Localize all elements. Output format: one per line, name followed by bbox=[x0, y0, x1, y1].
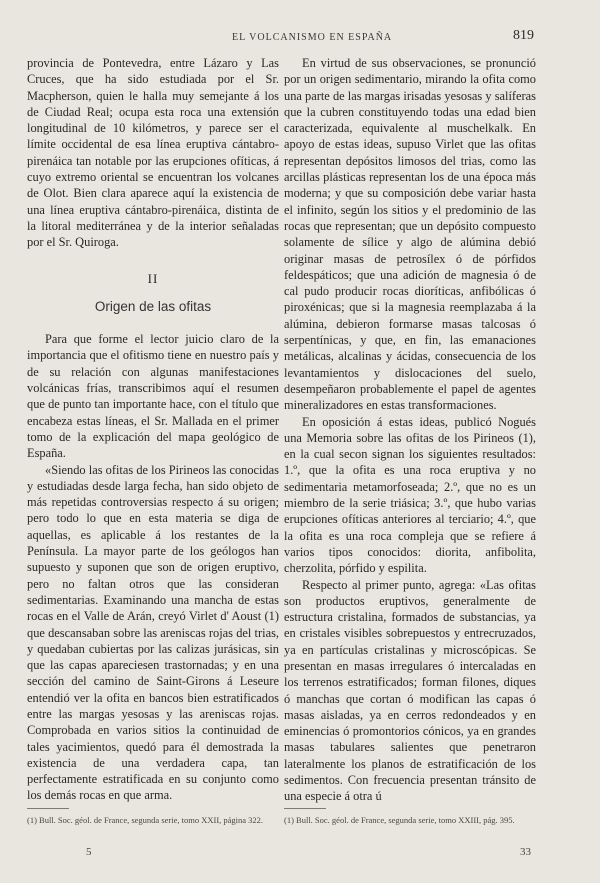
left-paragraph-3: «Siendo las ofitas de los Pirineos las conocidas y estudiadas desde larga fecha, han sido objeto de más repetidas controversias respecto á su origen; pero todo lo que en esta materia se diga de aquellas, es aplicable á los restantes de la Península. La mayor parte de los geólogos han supuesto y suponen que son de origen eruptivo, pero no faltan otros que las consideran sedimentarias. Examinando una mancha de estas rocas en el Valle de Arán, creyó Virlet d' Aoust (1) que descansaban sobre las areniscas rojas del trias, y quedaban cubiertas por las calizas jurásicas, sin que las capas apareciesen trastornadas; y en una sección del camino de Saint-Girons á Leseure entendió ver la ofita en bancos bien estratificados entre las margas yesosas y las areniscas rojas. Comprobada en varios sitios la continuidad de tales yacimientos, quedó para él demostrada la existencia de una verdadera capa, tan perfectamente estratificada en su conjunto como los demás rocas en que arma. bbox=[27, 462, 279, 803]
running-head: EL VOLCANISMO EN ESPAÑA bbox=[232, 32, 393, 43]
right-paragraph-3: Respecto al primer punto, agrega: «Las ofitas son productos eruptivos, generalmente de estructura cristalina, formados de substancias, ya en cristales visibles sobrepuestos y entrecruzados, ya en partículas cristalinas y microscópicas. Se presentan en masas irregulares ó intercaladas en los terrenos estratificados; forman filones, diques ó manchas que cortan ó modifican las capas ó masas aisladas, ya en cerros redondeados y en eminencias ó promontorios cónicos, ya en grandes masas tabulares salientes que penetraron lateralmente los planos de estratificación de los sedimentos. Con frecuencia presentan tránsito de una especie á otra ú bbox=[284, 577, 536, 804]
left-column bbox=[27, 55, 279, 804]
left-footnote-rule bbox=[27, 808, 69, 809]
left-paragraph-2: Para que forme el lector juicio claro de la importancia que el ofitismo tiene en nuestro país y de su relación con algunas manifestaciones volcánicas frías, transcribimos aquí el resumen que de punto tan importante hace, con el título que encabeza estas líneas, el Sr. Mallada en el primer tomo de la explicación del mapa geológico de España. bbox=[27, 332, 279, 461]
right-signature-mark: 33 bbox=[520, 846, 531, 858]
right-footnote-rule bbox=[284, 808, 326, 809]
right-footnote: (1) Bull. Soc. géol. de France, segunda serie, tomo XXIII, pág. 395. bbox=[284, 815, 515, 825]
left-signature-mark: 5 bbox=[86, 846, 92, 858]
left-footnote: (1) Bull. Soc. géol. de France, segunda serie, tomo XXII, página 322. bbox=[27, 815, 264, 825]
section-title: Origen de las ofitas bbox=[94, 298, 212, 314]
right-paragraph-2: En oposición á estas ideas, publicó Nogués una Memoria sobre las ofitas de los Pirineos (1), en la cual secon signan los siguientes resultados: 1.º, que la ofita es una roca eruptiva y no sedimentaria metamorfoseada; 2.º, que no es un miembro de la serie triásica; 3.º, que hubo varias erupciones ofíticas anteriores al terciario; 4.º, que la ofita es una roca compleja que se refiere á varios tipos conocidos: diorita, anfibolita, cherzolita, pórfido y espilita. bbox=[284, 414, 536, 576]
left-paragraph-1: provincia de Pontevedra, entre Lázaro y Las Cruces, que ha sido estudiada por el Sr. Macpherson, quien le halla muy semejante á los de Ciudad Real; ocupa esta roca una extensión longitudinal de 10 kilómetros, y parece ser el límite occidental de esa línea eruptiva cántabro-pirenáica tan notable por las erupciones ofíticas, á cuyo extremo oriental se encuentran los volcanes de Olot. Bien clara aparece aquí la existencia de una línea eruptiva cántabro-pirenáica, distinta de la litoral mediterránea y de la interior señaladas por el Sr. Quiroga. bbox=[27, 56, 279, 250]
page-number: 819 bbox=[513, 28, 534, 43]
right-column bbox=[284, 55, 536, 805]
right-paragraph-1: En virtud de sus observaciones, se pronunció por un origen sedimentario, mirando la ofita como una parte de las margas irisadas yesosas y salíferas que la cubren constituyendo todas una edad bien caracterizada, equivalente al muschelkalk. En apoyo de estas ideas, supuso Virlet que las ofitas representan depósitos limosos del trias, como las arcillas plásticas representan los de una época más moderna; y que su composición debe variar hasta el infinito, según los sitios y el predominio de las rocas que representan; que un depósito compuesto solamente de sílice y algo de alúmina debió originar masas de petrosílex ó de pórfidos feldespáticos; que una adición de magnesia ó de cal pudo producir rocas dioríticas, anfibólicas ó piroxénicas; que si la magnesia reemplazaba á la alúmina, debieron formarse masas talcosas ó serpentínicas, y que, en fin, las emanaciones metálicas, alcalinas y ácidas, consecuencia de los levantamientos y dislocaciones del suelo, desempeñaron probablemente el papel de agentes mineralizadores en estas transformaciones. bbox=[284, 56, 536, 413]
section-numeral: II bbox=[147, 270, 159, 286]
